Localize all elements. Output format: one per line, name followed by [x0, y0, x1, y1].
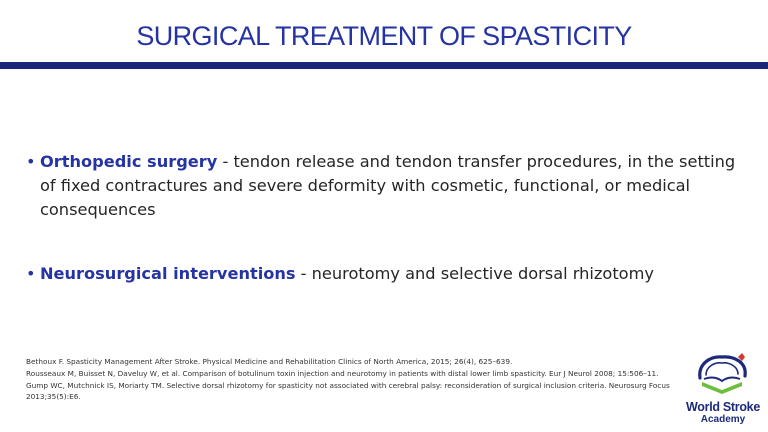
bullet-dot: • [26, 152, 36, 171]
world-stroke-academy-logo [682, 352, 764, 428]
reference-item: Rousseaux M, Buisset N, Daveluy W, et al. Comparison of botulinum toxin injection and neurotomy in patients with distal lower limb spasticity. Eur J Neurol 2008; 15:506–11. [26, 368, 659, 378]
references [26, 356, 676, 403]
brain-book-icon [692, 352, 752, 400]
slide-title: SURGICAL TREATMENT OF SPASTICITY [136, 21, 632, 51]
bullet-dot: • [26, 264, 36, 283]
logo-subtitle: Academy [700, 414, 746, 425]
reference-item: Gump WC, Mutchnick IS, Moriarty TM. Selective dorsal rhizotomy for spasticity not associated with cerebral palsy: reconsideration of surgical inclusion criteria. Neurosurg Focus 2013;35(5):E6. [26, 380, 670, 402]
bullet-list [26, 150, 748, 286]
bullet-neurosurgical-interventions [26, 262, 748, 286]
bullet-text: - neurotomy and selective dorsal rhizotomy [295, 264, 654, 283]
bullet-term: Orthopedic surgery [40, 152, 218, 171]
logo-name: World Stroke [686, 400, 760, 414]
title-underline-bar [0, 62, 768, 69]
bullet-orthopedic-surgery [26, 150, 748, 222]
bullet-text: - tendon release and tendon transfer procedures, in the setting of fixed contractures and severe deformity with cosmetic, functional, or medical consequences [40, 152, 736, 219]
bullet-term: Neurosurgical interventions [40, 264, 296, 283]
reference-item: Bethoux F. Spasticity Management After Stroke. Physical Medicine and Rehabilitation Clinics of North America, 2015; 26(4), 625–639. [26, 357, 513, 366]
